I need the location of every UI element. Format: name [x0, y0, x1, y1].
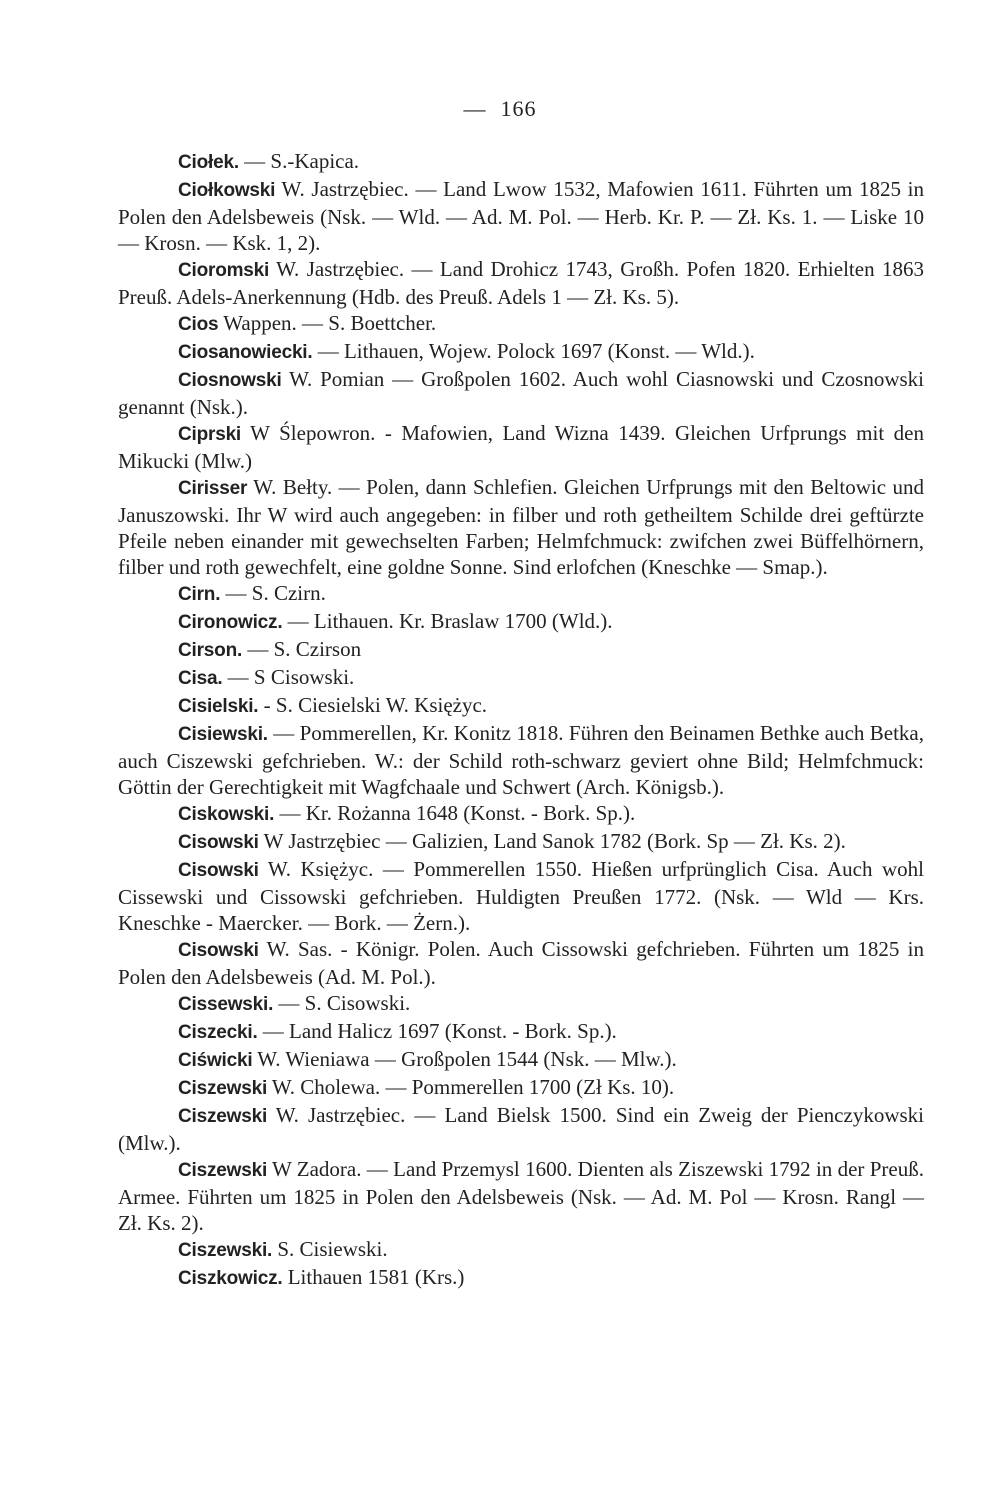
entry	[118, 990, 924, 1018]
entry-name: Ciświcki	[178, 1050, 253, 1071]
entry-text: — S. Cisowski.	[273, 991, 411, 1015]
entry	[118, 1156, 924, 1236]
entry-name: Cissewski.	[178, 994, 274, 1015]
entry	[118, 580, 924, 608]
entry	[118, 608, 924, 636]
entry-name: Ciszkowicz.	[178, 1268, 283, 1289]
entry	[118, 664, 924, 692]
entry-text: — Lithauen. Kr. Braslaw 1700 (Wld.).	[282, 609, 613, 633]
entry-text: — S. Czirson	[242, 637, 362, 661]
entry-text: — Kr. Rożanna 1648 (Konst. - Bork. Sp.).	[274, 801, 636, 825]
entry-name: Ciszecki.	[178, 1022, 258, 1043]
entry	[118, 338, 924, 366]
entry	[118, 1074, 924, 1102]
page-number: 166	[500, 96, 537, 121]
entry-name: Cisowski	[178, 860, 259, 881]
entry-text: — Lithauen, Wojew. Polock 1697 (Konst. — Wld.).	[312, 339, 755, 363]
entry-text: W Ślepowron. - Mafowien, Land Wizna 1439. Gleichen Urfprungs mit den Mikucki (Mlw.)	[118, 421, 924, 473]
entry-text: — S.-Kapica.	[238, 149, 360, 173]
entry-name: Ciosanowiecki.	[178, 342, 313, 363]
entry-text: — S Cisowski.	[222, 665, 355, 689]
entry-text: Lithauen 1581 (Krs.)	[282, 1265, 465, 1289]
entry	[118, 420, 924, 474]
entry-name: Cirn.	[178, 584, 221, 605]
entry	[118, 1046, 924, 1074]
entry-name: Cisielski.	[178, 696, 259, 717]
entry	[118, 366, 924, 420]
entry-text: W Zadora. — Land Przemysl 1600. Dienten als Ziszewski 1792 in der Preuß. Armee. Führten um 1825 in Polen den Adelsbeweis (Nsk. — Ad. M. Pol — Krosn. Rangl — Zł. Ks. 2).	[118, 1157, 924, 1235]
entry-name: Ciołek.	[178, 152, 239, 173]
entry	[118, 176, 924, 256]
entry-text: — S. Czirn.	[220, 581, 326, 605]
entry	[118, 1102, 924, 1156]
entry-text: W. Cholewa. — Pommerellen 1700 (Zł Ks. 10).	[267, 1075, 675, 1099]
entry	[118, 856, 924, 936]
entry-name: Cisowski	[178, 832, 259, 853]
entry-name: Cioromski	[178, 260, 270, 281]
entry-name: Cisowski	[178, 940, 259, 961]
entry-name: Ciszewski	[178, 1078, 268, 1099]
entry-text: W. Bełty. — Polen, dann Schlefien. Gleichen Urfprungs mit den Beltowic und Januszowski. Ihr W wird auch angegeben: in filber und roth getheiltem Schilde drei geftürzte Pfeile neben einander mit gewechselten Farben; Helmfchmuck: zwifchen zwei Büffelhörnern, filber und roth gewechfelt, eine goldne Sonne. Sind erlofchen (Kneschke — Smap.).	[118, 475, 924, 579]
entry-name: Cironowicz.	[178, 612, 283, 633]
entry-text: W. Jastrzębiec. — Land Bielsk 1500. Sind ein Zweig der Pienczykowski (Mlw.).	[118, 1103, 924, 1155]
entry	[118, 1018, 924, 1046]
entry-name: Ciszewski.	[178, 1240, 273, 1261]
entry	[118, 692, 924, 720]
entry-name: Cirisser	[178, 478, 248, 499]
entry	[118, 148, 924, 176]
entry-name: Ciosnowski	[178, 370, 282, 391]
entry-text: W. Jastrzębiec. — Land Lwow 1532, Mafowien 1611. Führten um 1825 in Polen den Adelsbeweis (Nsk. — Wld. — Ad. M. Pol. — Herb. Kr. P. — Zł. Ks. 1. — Liske 10 — Krosn. — Ksk. 1, 2).	[118, 177, 924, 255]
entry-text: W Jastrzębiec — Galizien, Land Sanok 1782 (Bork. Sp — Zł. Ks. 2).	[258, 829, 846, 853]
entry-text: W. Jastrzębiec. — Land Drohicz 1743, Großh. Pofen 1820. Erhielten 1863 Preuß. Adels-Anerkennung (Hdb. des Preuß. Adels 1 — Zł. Ks. 5).	[118, 257, 924, 309]
entry	[118, 474, 924, 580]
entry-name: Cios	[178, 314, 219, 335]
entry-text: W. Wieniawa — Großpolen 1544 (Nsk. — Mlw.).	[252, 1047, 677, 1071]
entry	[118, 1264, 924, 1292]
entry-name: Cirson.	[178, 640, 243, 661]
entry-text: S. Cisiewski.	[272, 1237, 388, 1261]
entry-name: Ciprski	[178, 424, 242, 445]
entry-list	[118, 148, 924, 1292]
header-dash: —	[463, 96, 487, 121]
entry-text: W. Pomian — Großpolen 1602. Auch wohl Ciasnowski und Czosnowski genannt (Nsk.).	[118, 367, 924, 419]
entry-name: Ciszewski	[178, 1160, 268, 1181]
entry-text: W. Księżyc. — Pommerellen 1550. Hießen urfprünglich Cisa. Auch wohl Cissewski und Cissowski gefchrieben. Huldigten Preußen 1772. (Nsk. — Wld — Krs. Kneschke - Maercker. — Bork. — Żern.).	[118, 857, 924, 935]
page-header	[0, 96, 1000, 122]
entry-text: Wappen. — S. Boettcher.	[218, 311, 437, 335]
entry	[118, 310, 924, 338]
entry	[118, 936, 924, 990]
entry-name: Cisiewski.	[178, 724, 268, 745]
entry	[118, 636, 924, 664]
entry-text: - S. Ciesielski W. Księżyc.	[258, 693, 488, 717]
entry	[118, 800, 924, 828]
entry-text: — Pommerellen, Kr. Konitz 1818. Führen den Beinamen Bethke auch Betka, auch Ciszewski gefchrieben. W.: der Schild roth-schwarz geviert ohne Bild; Helmfchmuck: Göttin der Gerechtigkeit mit Wagfchaale und Schwert (Arch. Königsb.).	[118, 721, 924, 799]
entry-name: Cisa.	[178, 668, 223, 689]
entry	[118, 828, 924, 856]
entry	[118, 256, 924, 310]
entry-name: Ciszewski	[178, 1106, 268, 1127]
entry	[118, 720, 924, 800]
entry-text: W. Sas. - Königr. Polen. Auch Cissowski gefchrieben. Führten um 1825 in Polen den Adelsbeweis (Ad. M. Pol.).	[118, 937, 924, 989]
entry-text: — Land Halicz 1697 (Konst. - Bork. Sp.).	[257, 1019, 617, 1043]
entry-name: Ciskowski.	[178, 804, 275, 825]
entry-name: Ciołkowski	[178, 180, 276, 201]
entry	[118, 1236, 924, 1264]
